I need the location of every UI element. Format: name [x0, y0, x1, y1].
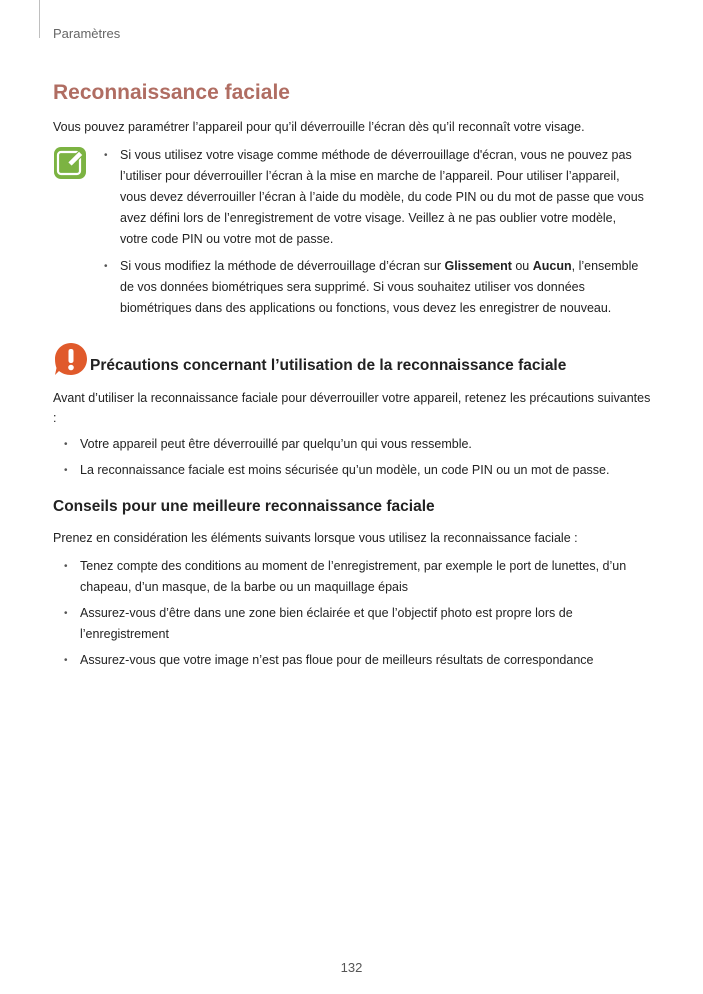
list-item: • La reconnaissance faciale est moins sécurisée qu’un modèle, un code PIN ou un mot de passe.	[64, 460, 664, 481]
precautions-list	[64, 434, 664, 486]
list-item: • Votre appareil peut être déverrouillé par quelqu’un qui vous ressemble.	[64, 434, 664, 455]
tips-heading: Conseils pour une meilleure reconnaissance faciale	[53, 498, 435, 515]
header-divider	[39, 0, 40, 38]
note-item-text: ou	[511, 259, 533, 273]
option-glissement: Glissement	[444, 259, 512, 273]
note-item-text: Si vous modifiez la méthode de déverrouillage d’écran sur	[120, 259, 445, 273]
list-item: • Assurez-vous d’être dans une zone bien éclairée et que l’objectif photo est propre lors de l’enregistrement	[64, 603, 654, 645]
note-item-text: Si vous utilisez votre visage comme méthode de déverrouillage d'écran, vous ne pouvez pas l’utiliser pour déverrouiller l’écran à la mise en marche de l’appareil. Pour utiliser l’appareil, vous devez déverrouiller l’écran à l’aide du modèle, du code PIN ou du mot de passe que vous avez défini lors de l’enregistrement de votre visage. Veillez à ne pas oublier votre modèle, votre code PIN ou votre mot de passe.	[120, 148, 644, 246]
note-pencil-icon	[53, 146, 87, 180]
page-title: Reconnaissance faciale	[53, 81, 290, 104]
warning-exclamation-icon	[53, 341, 89, 377]
precautions-intro: Avant d’utiliser la reconnaissance faciale pour déverrouiller votre appareil, retenez les précautions suivantes :	[53, 391, 651, 425]
option-aucun: Aucun	[532, 259, 572, 273]
note-item-text: , l’ensemble de vos données biométriques sera supprimé. Si vous souhaitez utiliser vos données biométriques dans des applications ou fonctions, vous devez les enregistrer de nouveau.	[120, 259, 639, 315]
precautions-heading: Précautions concernant l’utilisation de la reconnaissance faciale	[90, 357, 567, 374]
tips-list	[64, 556, 654, 676]
note-item	[104, 145, 644, 250]
intro-paragraph: Vous pouvez paramétrer l’appareil pour qu’il déverrouille l’écran dès qu’il reconnaît votre visage.	[53, 120, 585, 134]
list-item: • Assurez-vous que votre image n’est pas floue pour de meilleurs résultats de correspondance	[64, 650, 654, 671]
note-list	[104, 145, 644, 325]
page-number: 132	[340, 960, 363, 975]
note-item	[104, 256, 644, 319]
section-header: Paramètres	[53, 26, 121, 41]
tips-intro: Prenez en considération les éléments suivants lorsque vous utilisez la reconnaissance faciale :	[53, 531, 578, 545]
list-item: • Tenez compte des conditions au moment de l’enregistrement, par exemple le port de lunettes, d’un chapeau, d’un masque, de la barbe ou un maquillage épais	[64, 556, 654, 598]
